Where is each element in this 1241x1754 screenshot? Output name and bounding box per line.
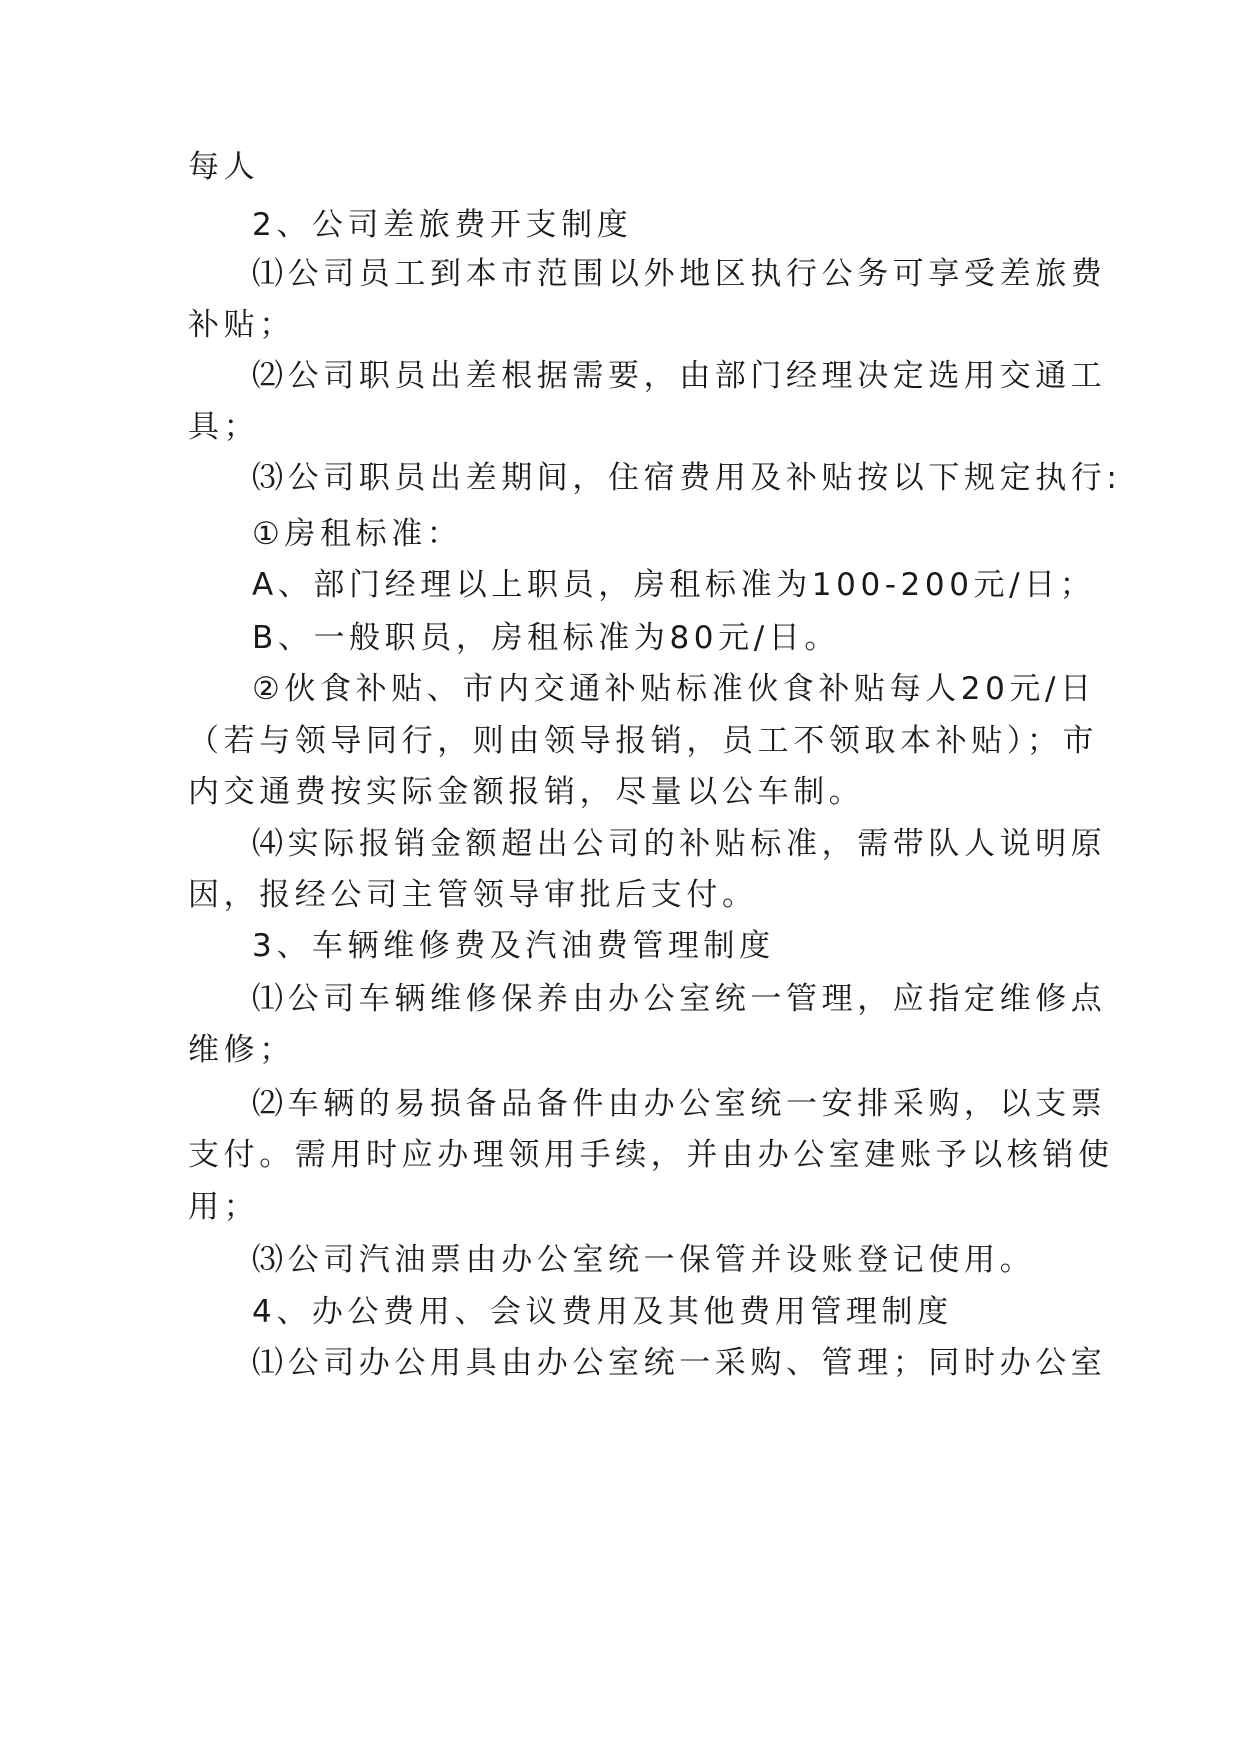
section-heading: 4、办公费用、会议费用及其他费用管理制度	[252, 1294, 953, 1330]
text-line: ⑴公司车辆维修保养由办公室统一管理，应指定维修点	[252, 981, 1107, 1017]
text-line: A、部门经理以上职员，房租标准为100-200元/日；	[252, 567, 1096, 603]
section-heading: 3、车辆维修费及汽油费管理制度	[252, 928, 775, 964]
text-line: 每人	[188, 149, 260, 185]
text-line: ⑶公司汽油票由办公室统一保管并设账登记使用。	[252, 1242, 1036, 1278]
text-line: 用；	[188, 1189, 260, 1225]
text-line: ⑵车辆的易损备品备件由办公室统一安排采购，以支票	[252, 1086, 1107, 1122]
text-line: ②伙食补贴、市内交通补贴标准伙食补贴每人20元/日	[252, 671, 1096, 707]
text-line: ⑴公司员工到本市范围以外地区执行公务可享受差旅费	[252, 256, 1107, 292]
text-line: ⑶公司职员出差期间，住宿费用及补贴按以下规定执行:	[252, 460, 1122, 496]
text-line: 内交通费按实际金额报销，尽量以公车制。	[188, 774, 865, 810]
text-line: 维修；	[188, 1032, 295, 1068]
text-line: ①房租标准：	[252, 516, 463, 552]
text-line: 支付。需用时应办理领用手续，并由办公室建账予以核销使	[188, 1137, 1114, 1173]
text-line: 补贴；	[188, 307, 295, 343]
text-line: （若与领导同行，则由领导报销，员工不领取本补贴）；市	[188, 723, 1099, 759]
text-line: ⑴公司办公用具由办公室统一采购、管理；同时办公室	[252, 1345, 1107, 1381]
text-line: ⑵公司职员出差根据需要，由部门经理决定选用交通工	[252, 358, 1107, 394]
text-line: B、一般职员，房租标准为80元/日。	[252, 620, 840, 656]
section-heading: 2、公司差旅费开支制度	[252, 207, 633, 243]
text-line: 因，报经公司主管领导审批后支付。	[188, 877, 758, 913]
text-line: ⑷实际报销金额超出公司的补贴标准，需带队人说明原	[252, 826, 1107, 862]
text-line: 具；	[188, 409, 260, 445]
